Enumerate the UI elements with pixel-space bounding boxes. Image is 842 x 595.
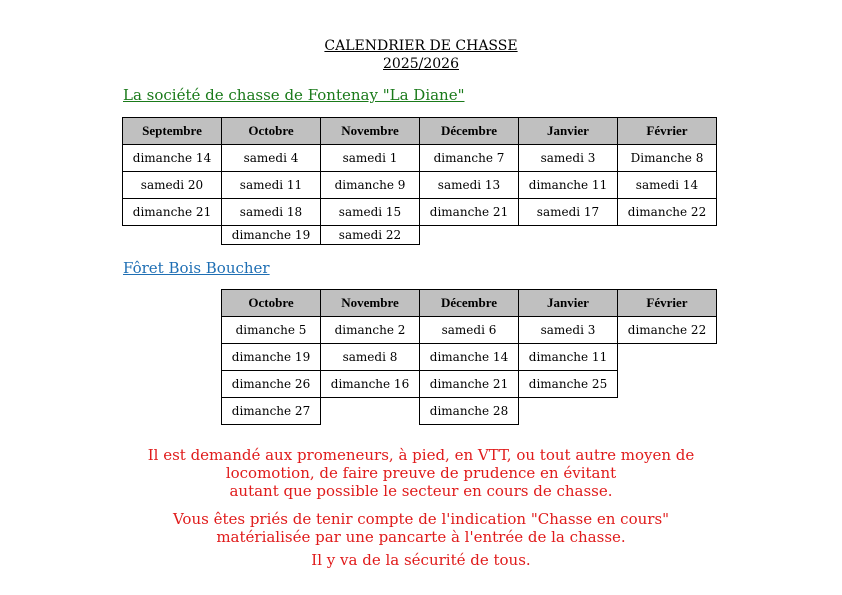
table-header-row bbox=[222, 290, 717, 317]
empty-cell bbox=[618, 226, 717, 245]
sign-notice bbox=[0, 510, 842, 546]
month-header: Janvier bbox=[519, 118, 618, 145]
month-header: Octobre bbox=[222, 290, 321, 317]
hunt-date-cell: samedi 4 bbox=[222, 145, 321, 172]
month-header: Décembre bbox=[420, 290, 519, 317]
table-row bbox=[222, 344, 717, 371]
empty-cell bbox=[321, 398, 420, 425]
hunt-date-cell: dimanche 19 bbox=[222, 226, 321, 245]
hunt-date-cell: samedi 14 bbox=[618, 172, 717, 199]
month-header: Janvier bbox=[519, 290, 618, 317]
month-header: Février bbox=[618, 118, 717, 145]
table-row bbox=[123, 172, 717, 199]
hunt-date-cell: dimanche 22 bbox=[618, 317, 717, 344]
hunt-date-cell: dimanche 22 bbox=[618, 199, 717, 226]
notice-line: autant que possible le secteur en cours de chasse. bbox=[229, 482, 613, 500]
season-year: 2025/2026 bbox=[383, 56, 459, 72]
section-heading-bois-boucher: Fôret Bois Boucher bbox=[123, 259, 270, 277]
month-header: Novembre bbox=[321, 118, 420, 145]
table-row bbox=[123, 199, 717, 226]
hunt-date-cell: dimanche 21 bbox=[123, 199, 222, 226]
empty-cell bbox=[618, 371, 717, 398]
hunt-date-cell: samedi 22 bbox=[321, 226, 420, 245]
hunt-date-cell: samedi 17 bbox=[519, 199, 618, 226]
hunt-date-cell: samedi 11 bbox=[222, 172, 321, 199]
notice-line: locomotion, de faire preuve de prudence en évitant bbox=[225, 464, 617, 482]
hunt-date-cell: dimanche 9 bbox=[321, 172, 420, 199]
hunt-date-cell: dimanche 19 bbox=[222, 344, 321, 371]
hunt-date-cell: Dimanche 8 bbox=[618, 145, 717, 172]
table-row bbox=[123, 145, 717, 172]
safety-closing bbox=[0, 551, 842, 569]
section-heading-fontenay: La société de chasse de Fontenay "La Diane" bbox=[123, 86, 465, 104]
notice-line: Il est demandé aux promeneurs, à pied, en VTT, ou tout autre moyen de bbox=[147, 446, 695, 464]
calendar-table-fontenay bbox=[122, 117, 717, 245]
hunt-date-cell: dimanche 28 bbox=[420, 398, 519, 425]
table-row bbox=[222, 317, 717, 344]
hunt-date-cell: samedi 13 bbox=[420, 172, 519, 199]
month-header: Février bbox=[618, 290, 717, 317]
hunt-date-cell: samedi 6 bbox=[420, 317, 519, 344]
empty-cell bbox=[519, 226, 618, 245]
notice-line: Il y va de la sécurité de tous. bbox=[311, 551, 531, 569]
hunt-date-cell: dimanche 21 bbox=[420, 371, 519, 398]
month-header: Septembre bbox=[123, 118, 222, 145]
table-row bbox=[222, 371, 717, 398]
safety-notice bbox=[0, 446, 842, 500]
table-row bbox=[222, 398, 717, 425]
hunt-date-cell: samedi 18 bbox=[222, 199, 321, 226]
hunt-date-cell: dimanche 11 bbox=[519, 344, 618, 371]
empty-cell bbox=[519, 398, 618, 425]
hunt-date-cell: samedi 20 bbox=[123, 172, 222, 199]
month-header: Décembre bbox=[420, 118, 519, 145]
empty-cell bbox=[618, 398, 717, 425]
hunt-date-cell: dimanche 11 bbox=[519, 172, 618, 199]
empty-cell bbox=[420, 226, 519, 245]
hunt-date-cell: samedi 15 bbox=[321, 199, 420, 226]
empty-cell bbox=[618, 344, 717, 371]
hunt-date-cell: dimanche 2 bbox=[321, 317, 420, 344]
month-header: Octobre bbox=[222, 118, 321, 145]
document-title: CALENDRIER DE CHASSE bbox=[324, 38, 518, 54]
notice-line: Vous êtes priés de tenir compte de l'indication "Chasse en cours" bbox=[172, 510, 670, 528]
hunt-date-cell: dimanche 16 bbox=[321, 371, 420, 398]
hunt-date-cell: samedi 3 bbox=[519, 145, 618, 172]
hunt-date-cell: dimanche 14 bbox=[420, 344, 519, 371]
hunt-date-cell: dimanche 25 bbox=[519, 371, 618, 398]
table-row bbox=[123, 226, 717, 245]
hunt-date-cell: samedi 3 bbox=[519, 317, 618, 344]
hunt-date-cell: dimanche 5 bbox=[222, 317, 321, 344]
hunt-date-cell: dimanche 27 bbox=[222, 398, 321, 425]
table-header-row bbox=[123, 118, 717, 145]
hunt-date-cell: samedi 8 bbox=[321, 344, 420, 371]
calendar-table-bois-boucher bbox=[221, 289, 717, 425]
hunt-date-cell: dimanche 7 bbox=[420, 145, 519, 172]
empty-cell bbox=[123, 226, 222, 245]
notice-line: matérialisée par une pancarte à l'entrée de la chasse. bbox=[216, 528, 626, 546]
hunt-date-cell: dimanche 26 bbox=[222, 371, 321, 398]
hunt-date-cell: samedi 1 bbox=[321, 145, 420, 172]
hunt-date-cell: dimanche 21 bbox=[420, 199, 519, 226]
month-header: Novembre bbox=[321, 290, 420, 317]
hunt-date-cell: dimanche 14 bbox=[123, 145, 222, 172]
